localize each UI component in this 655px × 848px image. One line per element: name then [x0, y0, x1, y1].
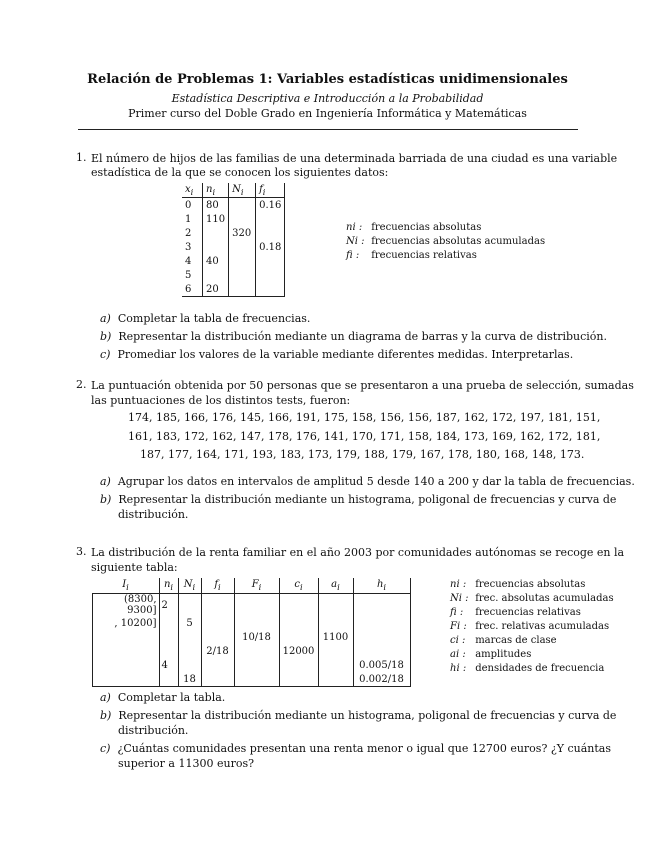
table-row [182, 240, 285, 254]
problem-2-line1: La puntuación obtenida por 50 personas que se presentaron a una prueba de selección, sumadas [91, 379, 634, 392]
problem-2-item-a [100, 474, 635, 489]
table-cell [159, 630, 178, 644]
table-cell [93, 658, 160, 672]
table-cell [178, 594, 201, 617]
legend-symbol: ni : [346, 222, 363, 233]
item-text: Representar la distribución mediante un diagrama de barras y la curva de distribución. [118, 330, 607, 343]
table-cell [279, 672, 318, 687]
table-cell [318, 644, 353, 658]
table-cell [256, 226, 285, 240]
legend-entry [346, 221, 545, 235]
problem-3-item-c [100, 741, 611, 756]
table-cell [256, 254, 285, 268]
table-cell: 0.16 [256, 198, 285, 213]
legend-symbol: Ni : [450, 593, 469, 604]
problem-3-item-b [100, 708, 616, 723]
table-cell [203, 240, 229, 254]
item-text: Representar la distribución mediante un histograma, poligonal de frecuencias y curva de [118, 709, 617, 722]
problem-3-table [92, 578, 411, 687]
legend-entry [450, 620, 614, 634]
table-cell [318, 672, 353, 687]
problem-1-legend [346, 221, 545, 263]
problem-2-data-line3: 187, 177, 164, 171, 193, 183, 173, 179, 188, 179, 167, 178, 180, 168, 148, 173. [140, 448, 585, 461]
legend-entry [450, 592, 614, 606]
table-cell [178, 630, 201, 644]
legend-text: densidades de frecuencia [475, 663, 605, 674]
legend-text: frecuencias absolutas [475, 579, 586, 590]
table-row [182, 198, 285, 213]
table-cell [318, 658, 353, 672]
header-divider [78, 129, 578, 130]
table-cell: (8300, 9300] [93, 594, 160, 617]
table-cell [229, 212, 256, 226]
problem-3-line2: siguiente tabla: [91, 561, 178, 574]
table-cell: 0.002/18 [353, 672, 410, 687]
table-cell [178, 658, 201, 672]
table-cell: 4 [182, 254, 203, 268]
header-hi: $h_i$ [353, 578, 410, 594]
table-cell [159, 644, 178, 658]
table-cell: 2/18 [201, 644, 234, 658]
legend-symbol: fi : [450, 607, 464, 618]
table-row [93, 594, 411, 617]
table-cell [93, 630, 160, 644]
table-cell: 110 [203, 212, 229, 226]
legend-entry [346, 249, 545, 263]
table-cell [279, 658, 318, 672]
header-ni: $n_i$ [203, 183, 229, 198]
problem-3-line1: La distribución de la renta familiar en el año 2003 por comunidades autónomas se recoge en la [91, 546, 625, 559]
table-cell: , 10200] [93, 616, 160, 630]
table-cell [353, 594, 410, 617]
table-cell [234, 616, 279, 630]
table-row [182, 254, 285, 268]
legend-entry [346, 235, 545, 249]
legend-symbol: ci : [450, 635, 466, 646]
item-label: b) [100, 709, 112, 722]
table-cell [234, 644, 279, 658]
table-row [182, 226, 285, 240]
table-cell [279, 630, 318, 644]
problem-3-item-b-cont: distribución. [118, 724, 189, 737]
table-cell [201, 658, 234, 672]
table-cell [256, 282, 285, 297]
header-ni: $n_i$ [159, 578, 178, 594]
problem-2-item-b-cont: distribución. [118, 508, 189, 521]
problem-2-item-b [100, 492, 616, 507]
header-ai: $a_i$ [318, 578, 353, 594]
table-cell: 20 [203, 282, 229, 297]
table-cell: 1 [182, 212, 203, 226]
item-text: Completar la tabla de frecuencias. [117, 312, 311, 325]
table-cell [353, 644, 410, 658]
problem-2-data-line2: 161, 183, 172, 162, 147, 178, 176, 141, 170, 171, 158, 184, 173, 169, 162, 172, 181, [128, 430, 601, 443]
table-cell [229, 282, 256, 297]
item-label: b) [100, 330, 112, 343]
item-label: a) [100, 475, 111, 488]
document-subtitle: Estadística Descriptiva e Introducción a la Probabilidad [171, 92, 484, 105]
problem-1-item-b [100, 329, 607, 344]
legend-text: frecuencias relativas [475, 607, 581, 618]
document-title: Relación de Problemas 1: Variables estadísticas unidimensionales [87, 72, 568, 87]
problem-3-table-header [93, 578, 411, 594]
header-Fi: $F_i$ [234, 578, 279, 594]
table-cell: 10/18 [234, 630, 279, 644]
header-fi: $f_i$ [201, 578, 234, 594]
table-cell: 4 [159, 658, 178, 672]
legend-text: frecuencias absolutas [371, 222, 482, 233]
header-ci: $c_i$ [279, 578, 318, 594]
legend-entry [450, 606, 614, 620]
problem-2-number: 2. [76, 378, 87, 391]
table-row [182, 282, 285, 297]
table-cell [229, 240, 256, 254]
table-cell: 6 [182, 282, 203, 297]
problem-1-line2: estadística de la que se conocen los siguientes datos: [91, 166, 389, 179]
table-cell: 12000 [279, 644, 318, 658]
table-cell [229, 198, 256, 213]
table-cell [256, 268, 285, 282]
item-label: c) [100, 348, 111, 361]
table-cell [353, 616, 410, 630]
legend-text: frec. relativas acumuladas [475, 621, 610, 632]
table-cell [318, 616, 353, 630]
table-cell [201, 672, 234, 687]
problem-1-table-header [182, 183, 285, 198]
table-cell: 0.18 [256, 240, 285, 254]
problem-1-table [182, 183, 285, 297]
table-cell [203, 226, 229, 240]
header-Ii: $I_i$ [93, 578, 160, 594]
table-cell: 0.005/18 [353, 658, 410, 672]
table-row [93, 630, 411, 644]
table-row [182, 268, 285, 282]
table-cell [234, 658, 279, 672]
item-label: a) [100, 691, 111, 704]
header-fi: $f_i$ [256, 183, 285, 198]
legend-symbol: ai : [450, 649, 466, 660]
table-cell: 2 [182, 226, 203, 240]
table-cell [234, 594, 279, 617]
table-cell: 0 [182, 198, 203, 213]
header-Ni: $N_i$ [178, 578, 201, 594]
table-cell [229, 268, 256, 282]
legend-symbol: ni : [450, 579, 467, 590]
table-cell [279, 616, 318, 630]
item-text: Representar la distribución mediante un histograma, poligonal de frecuencias y curva de [118, 493, 617, 506]
table-cell [203, 268, 229, 282]
header-xi: $x_i$ [182, 183, 203, 198]
legend-entry [450, 662, 614, 676]
legend-symbol: Ni : [346, 236, 365, 247]
problem-3-number: 3. [76, 545, 87, 558]
legend-symbol: Fi : [450, 621, 467, 632]
table-cell [201, 594, 234, 617]
legend-entry [450, 648, 614, 662]
legend-text: marcas de clase [475, 635, 557, 646]
table-row [93, 672, 411, 687]
legend-text: frecuencias absolutas acumuladas [371, 236, 546, 247]
legend-text: frecuencias relativas [371, 250, 477, 261]
table-cell [93, 644, 160, 658]
item-label: c) [100, 742, 111, 755]
table-cell [353, 630, 410, 644]
problem-2-line2: las puntuaciones de los distintos tests, fueron: [91, 394, 351, 407]
course-line: Primer curso del Doble Grado en Ingeniería Informática y Matemáticas [128, 107, 527, 120]
problem-1-item-c [100, 347, 573, 362]
table-cell: 1100 [318, 630, 353, 644]
problem-1-item-a [100, 311, 310, 326]
table-cell: 18 [178, 672, 201, 687]
table-cell: 40 [203, 254, 229, 268]
table-cell [93, 672, 160, 687]
table-cell [201, 616, 234, 630]
legend-text: amplitudes [475, 649, 532, 660]
legend-text: frec. absolutas acumuladas [475, 593, 614, 604]
table-cell: 5 [182, 268, 203, 282]
table-cell [159, 616, 178, 630]
problem-3-item-c-cont: superior a 11300 euros? [118, 757, 254, 770]
table-row [93, 644, 411, 658]
legend-entry [450, 634, 614, 648]
table-cell [318, 594, 353, 617]
table-cell [279, 594, 318, 617]
table-cell [178, 644, 201, 658]
table-row [93, 658, 411, 672]
table-cell [159, 672, 178, 687]
legend-symbol: fi : [346, 250, 360, 261]
table-cell: 320 [229, 226, 256, 240]
problem-3-item-a [100, 690, 225, 705]
table-row [182, 212, 285, 226]
header-Ni: $N_i$ [229, 183, 256, 198]
table-cell [229, 254, 256, 268]
problem-1-number: 1. [76, 151, 87, 164]
problem-2-data-line1: 174, 185, 166, 176, 145, 166, 191, 175, 158, 156, 156, 187, 162, 172, 197, 181, 151, [128, 411, 601, 424]
item-text: ¿Cuántas comunidades presentan una renta menor o igual que 12700 euros? ¿Y cuántas [117, 742, 612, 755]
problem-1-line1: El número de hijos de las familias de una determinada barriada de una ciudad es una variable [91, 152, 618, 165]
table-row [93, 616, 411, 630]
item-label: b) [100, 493, 112, 506]
legend-entry [450, 578, 614, 592]
table-cell: 80 [203, 198, 229, 213]
table-cell: 3 [182, 240, 203, 254]
table-cell: 2 [159, 594, 178, 617]
legend-symbol: hi : [450, 663, 467, 674]
table-cell [256, 212, 285, 226]
table-cell [234, 672, 279, 687]
table-cell: 5 [178, 616, 201, 630]
table-cell [201, 630, 234, 644]
item-text: Completar la tabla. [117, 691, 226, 704]
problem-3-legend [450, 578, 614, 676]
item-text: Agrupar los datos en intervalos de amplitud 5 desde 140 a 200 y dar la tabla de frecuencias. [117, 475, 635, 488]
item-label: a) [100, 312, 111, 325]
item-text: Promediar los valores de la variable mediante diferentes medidas. Interpretarlas. [117, 348, 574, 361]
